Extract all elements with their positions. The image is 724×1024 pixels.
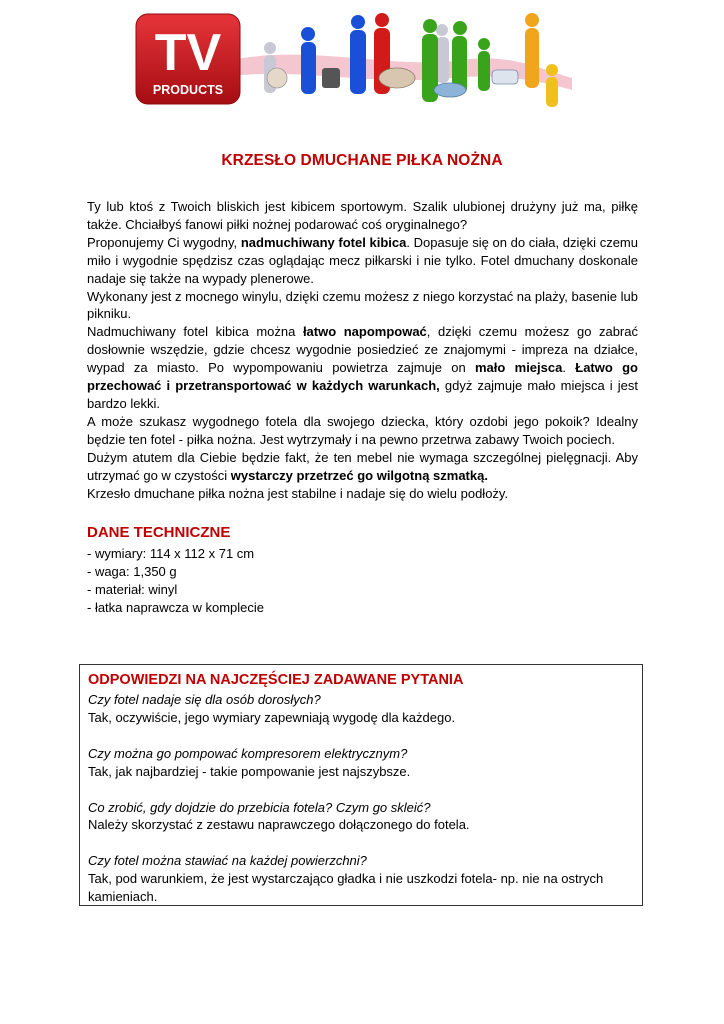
text-run: Ty lub ktoś z Twoich bliskich jest kibicem sportowym. Szalik ulubionej drużyny już ma, piłkę także. Chciałbyś fanowi piłki nożnej podarować coś oryginalnego? xyxy=(87,199,638,232)
text-run: Wykonany jest z mocnego winylu, dzięki czemu możesz z niego korzystać na plaży, basenie lub pikniku. xyxy=(87,288,638,322)
text-run: , dzięki czemu możesz go zabrać dosłownie wszędzie, gdzie chcesz wygodnie posiedzieć ze znajomymi - impreza na działce, wypad za miasto. Po wypompowaniu powietrza zajmuje on xyxy=(87,324,638,376)
text-run: gdyż zajmuje mało miejsca i jest bardzo lekki. xyxy=(87,378,639,411)
description-paragraph xyxy=(87,323,638,413)
logo-products-text: PRODUCTS xyxy=(152,83,224,97)
text-run: Krzesło dmuchane piłka nożna jest stabilne i nadaje się do wielu podłoży. xyxy=(87,485,509,501)
faq-question: Czy fotel nadaje się dla osób dorosłych? xyxy=(88,691,321,707)
page-title: KRZESŁO DMUCHANE PIŁKA NOŻNA xyxy=(221,152,503,169)
tv-products-logo xyxy=(136,14,240,104)
text-run: . Dopasuje się on do ciała, dzięki czemu miło i wygodnie spędzisz czas oglądając mecz piłkarski i nie tylko. Fotel dmuchany doskonale nadaje się także na wypady plenerowe. xyxy=(87,234,638,286)
faq-question: Czy można go pompować kompresorem elektrycznym? xyxy=(88,745,408,761)
specs-heading: DANE TECHNICZNE xyxy=(87,524,231,541)
faq-answer: Należy skorzystać z zestawu naprawczego dołączonego do fotela. xyxy=(88,817,470,833)
bold-text: mało miejsca xyxy=(475,360,563,376)
bold-text: łatwo napompować xyxy=(302,324,427,340)
description-paragraph xyxy=(87,234,638,288)
faq-list xyxy=(88,691,634,906)
bold-text: Łatwo go przechować i przetransportować w każdych warunkach, xyxy=(87,360,638,394)
people-silhouettes-graphic xyxy=(264,13,558,107)
description-paragraph xyxy=(87,449,638,485)
faq-question: Co zrobić, gdy dojdzie do przebicia fotela? Czym go skleić? xyxy=(88,799,431,815)
faq-question: Czy fotel można stawiać na każdej powierzchni? xyxy=(88,853,367,869)
text-run: Proponujemy Ci wygodny, xyxy=(87,234,241,250)
spec-item: - łatka naprawcza w komplecie xyxy=(87,599,265,615)
spec-item: - waga: 1,350 g xyxy=(87,563,177,579)
logo-tv-text: TV xyxy=(154,24,222,82)
text-run: Dużym atutem dla Ciebie będzie fakt, że ten mebel nie wymaga szczególnej pielęgnacji. Aby utrzymać go w czystości xyxy=(87,449,638,483)
text-run: A może szukasz wygodnego fotela dla swojego dziecka, który ozdobi jego pokoik? Idealny będzie ten fotel - piłka nożna. Jest wytrzymały i na pewno przetrwa zabawy Twoich pociech. xyxy=(87,413,638,447)
faq-answer: Tak, oczywiście, jego wymiary zapewniają wygodę dla każdego. xyxy=(88,709,456,725)
description-paragraph xyxy=(87,198,638,234)
bold-text: wystarczy przetrzeć go wilgotną szmatką. xyxy=(230,467,488,483)
description-paragraph xyxy=(87,288,638,324)
description-paragraph xyxy=(87,485,638,503)
description-text xyxy=(87,198,638,502)
faq-answer: Tak, jak najbardziej - takie pompowanie jest najszybsze. xyxy=(88,763,411,779)
faq-answer: Tak, pod warunkiem, że jest wystarczająco gładka i nie uszkodzi fotela- np. nie na ostrych kamieniach. xyxy=(88,871,604,905)
description-paragraph xyxy=(87,413,638,449)
text-run: . xyxy=(562,360,576,376)
specs-list xyxy=(87,545,264,617)
faq-heading: ODPOWIEDZI NA NAJCZĘŚCIEJ ZADAWANE PYTANIA xyxy=(88,672,464,688)
text-run: Nadmuchiwany fotel kibica można xyxy=(87,324,303,340)
spec-item: - wymiary: 114 x 112 x 71 cm xyxy=(87,546,255,561)
header-banner xyxy=(132,8,572,112)
faq-box xyxy=(79,664,643,906)
bold-text: nadmuchiwany fotel kibica xyxy=(240,234,407,250)
spec-item: - materiał: winyl xyxy=(87,581,178,597)
